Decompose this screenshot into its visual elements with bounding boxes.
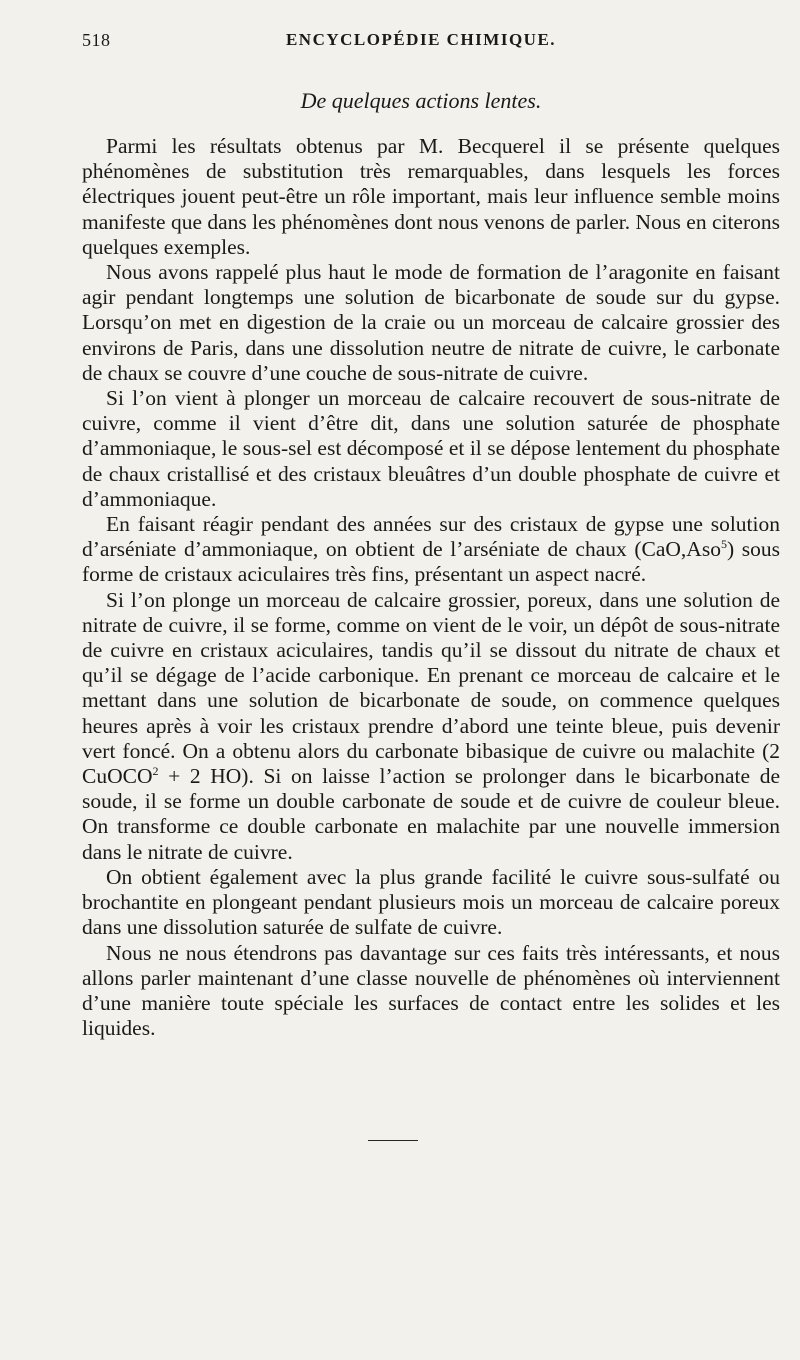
paragraph-text: + 2 HO). Si on laisse l’action se prolonger dans le bicarbonate de soude, il se forme un double carbonate de soude et de cuivre de couleur bleue. On transforme ce double carbonate en malachite par une nouvelle immersion dans le nitrate de cuivre. bbox=[82, 764, 780, 864]
body-text bbox=[82, 134, 780, 1041]
section-divider bbox=[368, 1140, 418, 1141]
paragraph bbox=[82, 588, 780, 865]
section-heading: De quelques actions lentes. bbox=[300, 88, 542, 113]
paragraph: Nous avons rappelé plus haut le mode de formation de l’aragonite en faisant agir pendant longtemps une solution de bicarbonate de soude sur du gypse. Lorsqu’on met en digestion de la craie ou un morceau de calcaire grossier des environs de Paris, dans une dissolution neutre de nitrate de cuivre, le carbonate de chaux se couvre d’une couche de sous-nitrate de cuivre. bbox=[82, 260, 780, 385]
paragraph bbox=[82, 512, 780, 588]
running-head bbox=[82, 30, 760, 52]
paragraph: Si l’on vient à plonger un morceau de calcaire recouvert de sous-nitrate de cuivre, comme il vient d’être dit, dans une solution saturée de phosphate d’ammoniaque, le sous-sel est décomposé et il se dépose lentement du phosphate de chaux cristallisé et des cristaux bleuâtres d’un double phosphate de cuivre et d’ammoniaque. bbox=[82, 386, 780, 511]
paragraph: Parmi les résultats obtenus par M. Becquerel il se présente quelques phénomènes de substitution très remarquables, dans lesquels les forces électriques jouent peut-être un rôle important, mais leur influence semble moins manifeste que dans les phénomènes dont nous venons de parler. Nous en citerons quelques exemples. bbox=[82, 134, 780, 259]
running-title: ENCYCLOPÉDIE CHIMIQUE. bbox=[285, 30, 557, 49]
page-number: 518 bbox=[82, 30, 111, 50]
paragraph: Nous ne nous étendrons pas davantage sur ces faits très intéressants, et nous allons parler maintenant d’une classe nouvelle de phénomènes où interviennent d’une manière toute spéciale les surfaces de contact entre les solides et les liquides. bbox=[82, 940, 780, 1041]
superscript: 2 bbox=[152, 763, 159, 778]
paragraph-text: ) sous forme de cristaux aciculaires très fins, présentant un aspect nacré. bbox=[82, 537, 780, 587]
paragraph-text: Si l’on plonge un morceau de calcaire grossier, poreux, dans une solution de nitrate de cuivre, il se forme, comme on vient de le voir, un dépôt de sous-nitrate de cuivre en cristaux aciculaires, tandis qu’il se dissout du nitrate de chaux et qu’il se dégage de l’acide carbonique. En prenant ce morceau de calcaire et le mettant dans une solution de bicarbonate de soude, on commence quelques heures après à voir les cristaux prendre d’abord une teinte bleue, puis devenir vert foncé. On a obtenu alors du carbonate bibasique de cuivre ou malachite (2 CuOCO bbox=[82, 587, 780, 789]
superscript: 5 bbox=[720, 537, 727, 552]
paragraph: On obtient également avec la plus grande facilité le cuivre sous-sulfaté ou brochantite en plongeant pendant plusieurs mois un morceau de calcaire poreux dans une dissolution saturée de sulfate de cuivre. bbox=[82, 864, 780, 940]
paragraph-text: En faisant réagir pendant des années sur des cristaux de gypse une solution d’arséniate d’ammoniaque, on obtient de l’arséniate de chaux (CaO,Aso bbox=[82, 512, 780, 562]
